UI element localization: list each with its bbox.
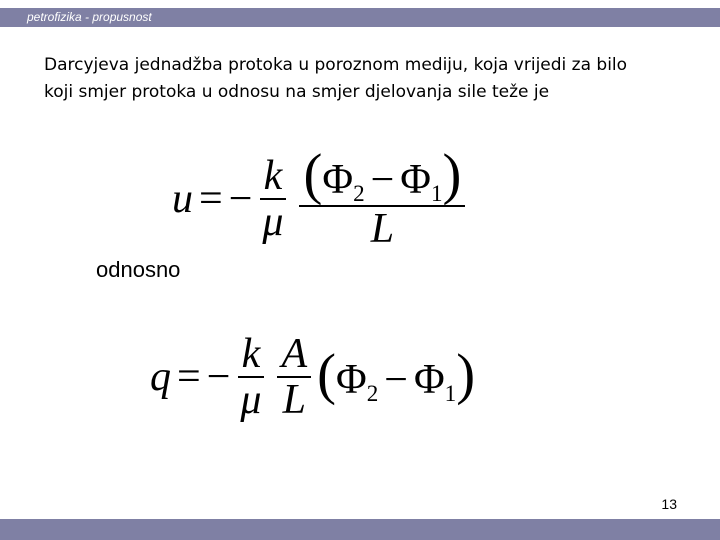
fraction-numerator: $(\Phi_2 - \Phi_1)$	[299, 147, 465, 207]
formula-minus: −	[228, 176, 253, 223]
fraction-denominator: μ	[240, 377, 262, 424]
fraction-denominator: L	[282, 377, 306, 424]
darcy-velocity-formula	[172, 143, 471, 253]
fraction-a-l	[277, 332, 311, 422]
fraction-denominator: L	[370, 206, 395, 253]
fraction-numerator: A	[277, 332, 311, 378]
formula-equals: =	[199, 176, 223, 223]
body-text: Darcyjeva jednadžba protoka u poroznom mediju, koja vrijedi za bilo koji smjer protoka u odnosu na smjer djelovanja sile teže je	[44, 55, 628, 102]
page-number: 13	[661, 496, 677, 512]
fraction-numerator: k	[238, 332, 265, 378]
formula-equals: =	[177, 354, 201, 401]
connector-text: odnosno	[96, 257, 181, 282]
formula-lhs: u	[172, 176, 193, 223]
fraction-denominator: μ	[262, 199, 284, 246]
fraction-numerator: k	[260, 154, 287, 200]
header-title: petrofizika - propusnost	[27, 10, 152, 24]
formula-minus: −	[206, 354, 231, 401]
formula-lhs: q	[150, 354, 171, 401]
potential-difference: $(\Phi_2 - \Phi_1)$	[317, 343, 476, 407]
header-bar	[0, 8, 720, 27]
footer-bar	[0, 519, 720, 540]
fraction-potential-difference	[299, 143, 465, 253]
fraction-k-mu	[258, 154, 287, 244]
fraction-k-mu	[236, 332, 265, 422]
darcy-flow-rate-formula	[150, 332, 475, 422]
